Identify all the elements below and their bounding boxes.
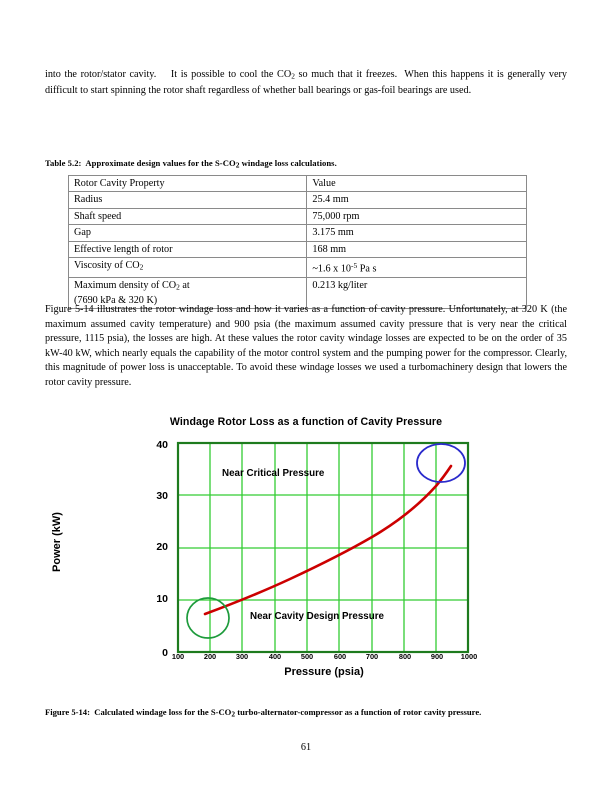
figure-windage-loss-chart bbox=[0, 416, 612, 691]
table-cell-value: ~1.6 x $10^{-5}$ Pa s bbox=[307, 258, 527, 278]
x-tick-label: 300 bbox=[235, 652, 249, 661]
chart-plot-area bbox=[0, 416, 612, 691]
table-cell-value: 168 mm bbox=[307, 241, 527, 257]
y-tick-label: 20 bbox=[156, 541, 168, 553]
table-cell-property: Viscosity of $CO_2$ bbox=[69, 258, 307, 278]
x-tick-label: 900 bbox=[430, 652, 444, 661]
x-tick-label: 100 bbox=[171, 652, 185, 661]
table-header-property: Rotor Cavity Property bbox=[69, 176, 307, 192]
design-values-table bbox=[68, 175, 527, 309]
table-row bbox=[69, 225, 527, 241]
table-header-row bbox=[69, 176, 527, 192]
y-tick-label: 40 bbox=[156, 439, 168, 451]
annotation-near-cavity-design-pressure: Near Cavity Design Pressure bbox=[250, 611, 384, 622]
chart-title: Windage Rotor Loss as a function of Cavity Pressure bbox=[169, 416, 443, 428]
table-caption: Table 5.2: Approximate design values for the $S-CO_2$ windage loss calculations. bbox=[45, 158, 337, 170]
paragraph-top: into the rotor/stator cavity. It is possible to cool the $CO_2$ so much that it freezes. When this happens it is generally very difficult to start spinning the rotor shaft regardless of whether ball bearings or gas-foil bearings are used. bbox=[45, 69, 568, 97]
table-row bbox=[69, 192, 527, 208]
table-cell-value: 0.213 kg/liter bbox=[307, 277, 527, 308]
table-row bbox=[69, 241, 527, 257]
x-tick-label: 500 bbox=[300, 652, 314, 661]
y-tick-label: 30 bbox=[156, 490, 168, 502]
x-tick-label: 200 bbox=[203, 652, 217, 661]
y-tick-label: 0 bbox=[162, 647, 168, 659]
x-tick-label: 400 bbox=[268, 652, 282, 661]
table-cell-property: Shaft speed bbox=[69, 208, 307, 224]
figure-caption: Figure 5-14: Calculated windage loss for the $S-CO_2$ turbo-alternator-compressor as a function of rotor cavity pressure. bbox=[45, 707, 482, 719]
table-cell-value: 3.175 mm bbox=[307, 225, 527, 241]
paragraph-middle: Figure 5-14 illustrates the rotor windage loss and how it varies as a function of cavity pressure. Unfortunately, at 320 K (the maximum assumed cavity temperature) and 900 psia (the maximum assumed cavity pressure that is very near the critical pressure, 1115 psia), the losses are high. At these values the rotor cavity windage losses are expected to be on the order of 35 kW-40 kW, which nearly equals the capability of the motor control system and the pumping power for the compressor. Clearly, this magnitude of power loss is unacceptable. To avoid these windage losses we used a turbomachinery design that lowers the rotor cavity pressure. bbox=[45, 304, 567, 388]
table-header-value: Value bbox=[307, 176, 527, 192]
x-tick-label: 700 bbox=[365, 652, 379, 661]
x-tick-label: 600 bbox=[333, 652, 347, 661]
table-cell-property: Gap bbox=[69, 225, 307, 241]
chart-x-axis-label: Pressure (psia) bbox=[284, 666, 364, 678]
table-cell-property: Effective length of rotor bbox=[69, 241, 307, 257]
table-row bbox=[69, 208, 527, 224]
table-cell-value: 75,000 rpm bbox=[307, 208, 527, 224]
table-cell-value: 25.4 mm bbox=[307, 192, 527, 208]
table-row bbox=[69, 258, 527, 278]
x-tick-label: 1000 bbox=[460, 652, 478, 661]
page-number: 61 bbox=[300, 742, 312, 753]
y-tick-label: 10 bbox=[156, 593, 168, 605]
table-cell-property: Radius bbox=[69, 192, 307, 208]
annotation-near-critical-pressure: Near Critical Pressure bbox=[222, 468, 325, 479]
table-cell-property: Maximum density of $CO_2$ at (7690 kPa & 320 K) bbox=[69, 277, 307, 308]
x-tick-label: 800 bbox=[398, 652, 412, 661]
chart-y-axis-label: Power (kW) bbox=[51, 512, 63, 572]
